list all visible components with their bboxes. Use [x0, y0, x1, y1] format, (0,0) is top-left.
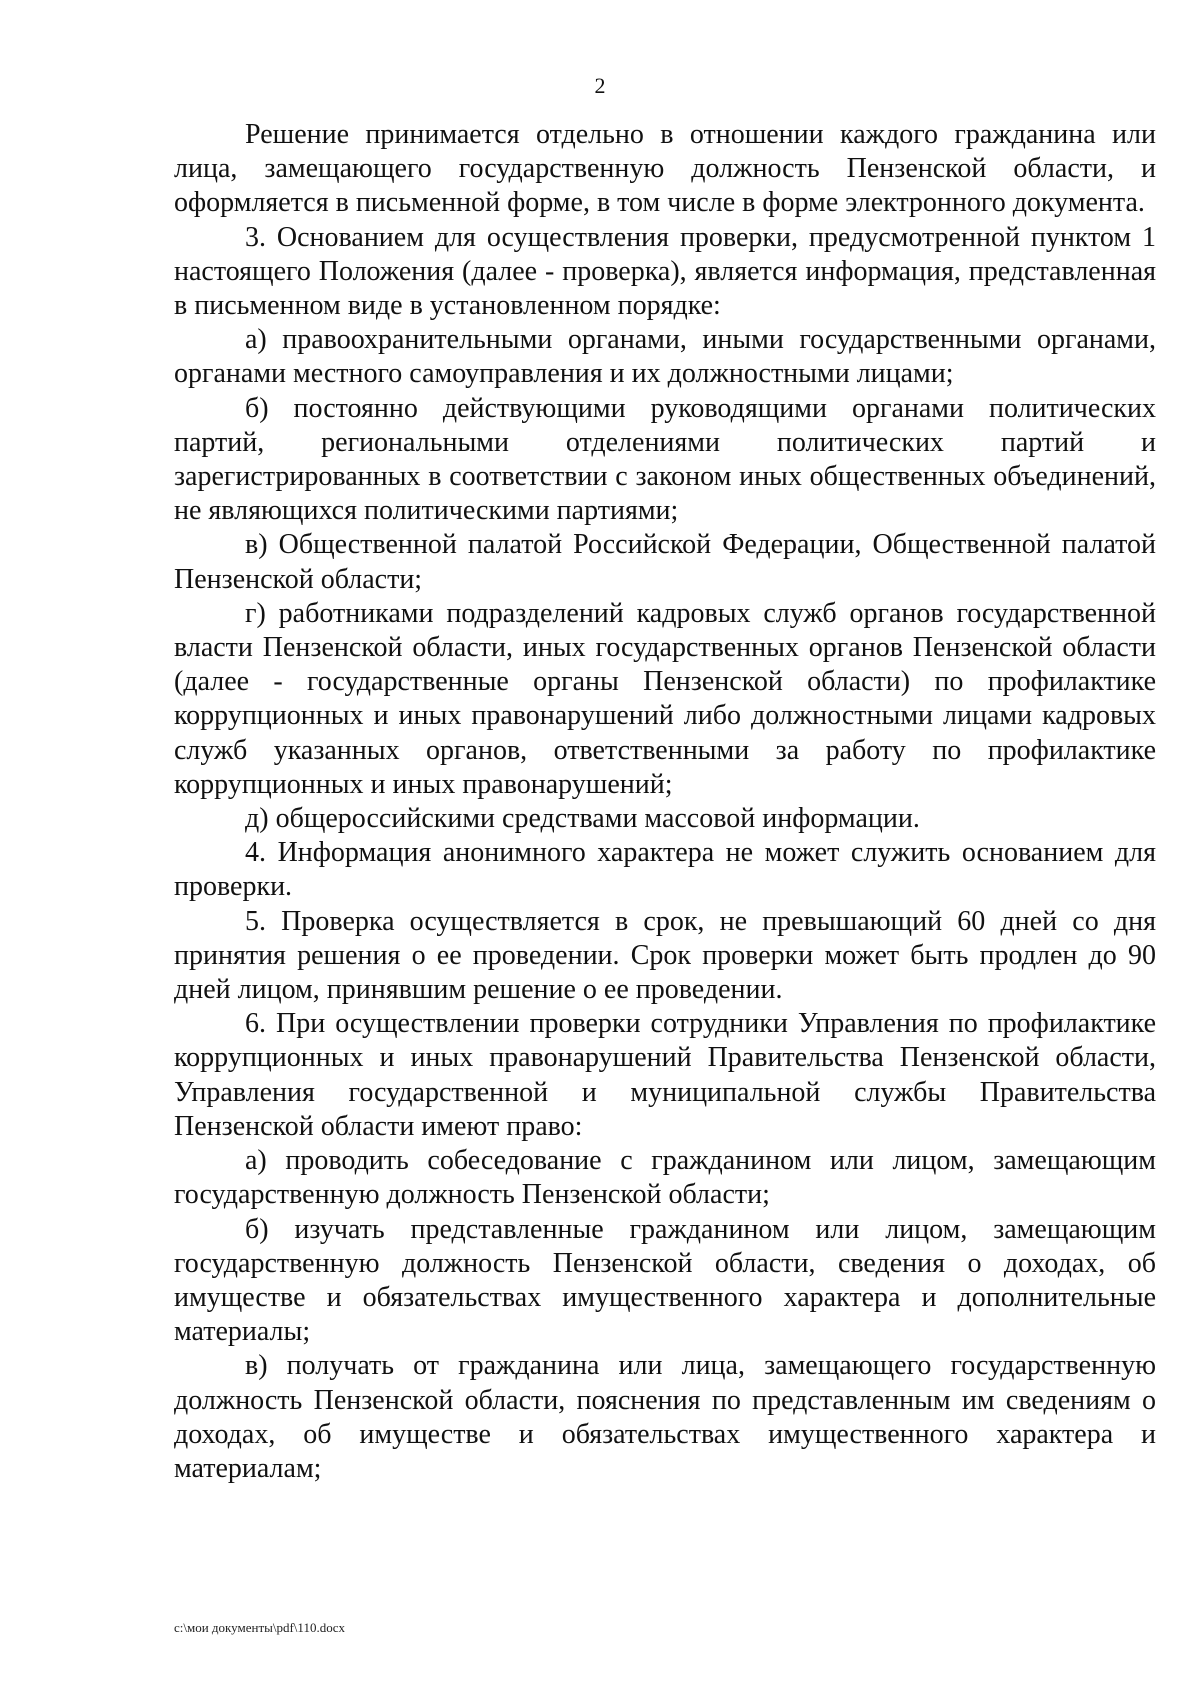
- paragraph-5-term: 5. Проверка осуществляется в срок, не превышающий 60 дней со дня принятия решения о ее проведении. Срок проверки может быть продлен до 90 дней лицом, принявшим решение о ее проведении.: [174, 905, 1156, 1006]
- paragraph-3-grounds: 3. Основанием для осуществления проверки, предусмотренной пунктом 1 настоящего Положения (далее - проверка), является информация, представленная в письменном виде в установленном порядке:: [174, 221, 1156, 322]
- footer-file-path: c:\мои документы\pdf\110.docx: [174, 1620, 345, 1635]
- page-number: 2: [594, 73, 606, 98]
- paragraph-3a: а) правоохранительными органами, иными государственными органами, органами местного самоуправления и их должностными лицами;: [174, 324, 1156, 390]
- paragraph-6b: б) изучать представленные гражданином или лицом, замещающим государственную должность Пензенской области, сведения о доходах, об имуществе и обязательствах имущественного характера и дополнительные материалы;: [174, 1213, 1156, 1348]
- paragraph-3v: в) Общественной палатой Российской Федерации, Общественной палатой Пензенской области;: [174, 529, 1156, 595]
- paragraph-6a: а) проводить собеседование с гражданином или лицом, замещающим государственную должность Пензенской области;: [174, 1145, 1156, 1211]
- paragraph-3g: г) работниками подразделений кадровых служб органов государственной власти Пензенской области, иных государственных органов Пензенской области (далее - государственные органы Пензенской области) по профилактике коррупционных и иных правонарушений либо должностными лицами кадровых служб указанных органов, ответственными за работу по профилактике коррупционных и иных правонарушений;: [174, 597, 1156, 800]
- paragraph-3d: д) общероссийскими средствами массовой информации.: [245, 803, 920, 835]
- paragraph-4-anonymous: 4. Информация анонимного характера не может служить основанием для проверки.: [174, 837, 1156, 903]
- document-body: [174, 118, 1156, 1486]
- paragraph-6-rights: 6. При осуществлении проверки сотрудники Управления по профилактике коррупционных и иных правонарушений Правительства Пензенской области, Управления государственной и муниципальной службы Правительства Пензенской области имеют право:: [174, 1008, 1156, 1142]
- paragraph-3b: б) постоянно действующими руководящими органами политических партий, региональными отделениями политических партий и зарегистрированных в соответствии с законом иных общественных объединений, не являющихся политическими партиями;: [174, 392, 1156, 527]
- paragraph-decision-form: Решение принимается отдельно в отношении каждого гражданина или лица, замещающего государственную должность Пензенской области, и оформляется в письменной форме, в том числе в форме электронного документа.: [174, 119, 1156, 219]
- paragraph-6v: в) получать от гражданина или лица, замещающего государственную должность Пензенской области, пояснения по представленным им сведениям о доходах, об имуществе и обязательствах имущественного характера и материалам;: [174, 1350, 1156, 1484]
